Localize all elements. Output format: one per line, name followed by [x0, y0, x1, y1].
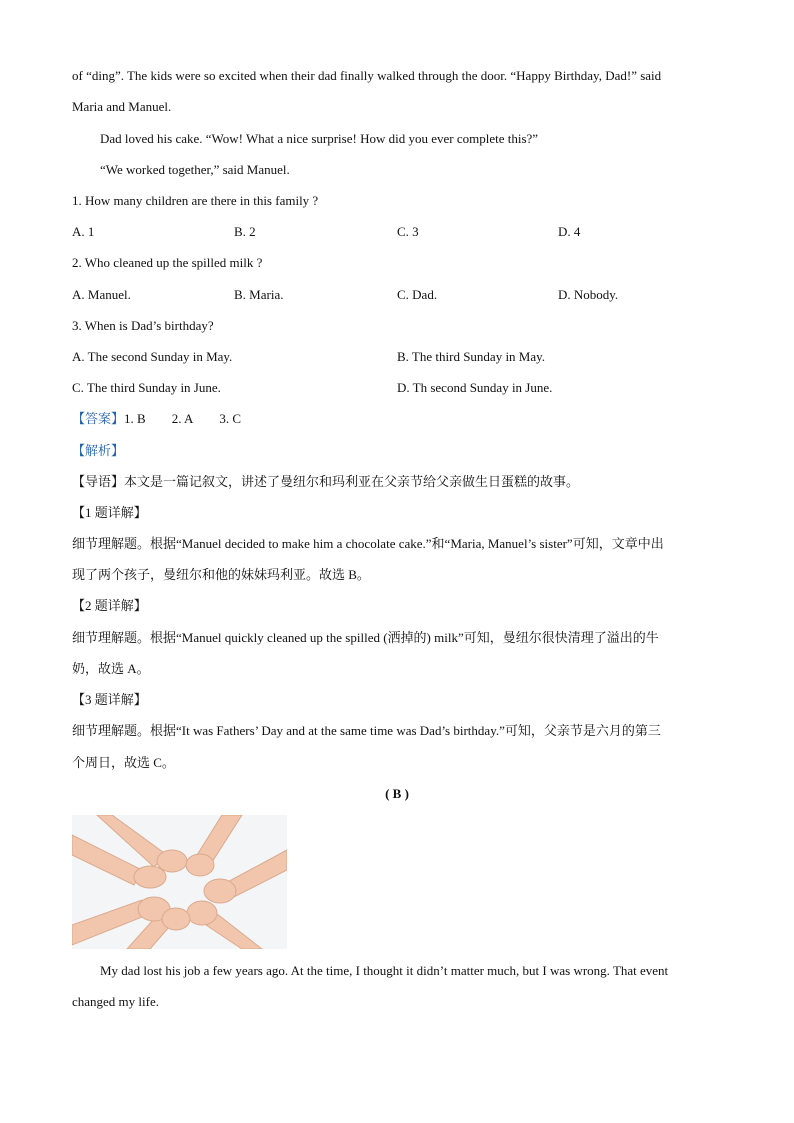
question-option: A. 1	[72, 224, 95, 239]
passage-line: “We worked together,” said Manuel.	[100, 162, 290, 177]
question-option: B. 2	[234, 224, 256, 239]
passage-line: Maria and Manuel.	[72, 99, 172, 114]
section-b-title: ( B )	[385, 786, 409, 801]
question-option: C. 3	[397, 224, 419, 239]
paragraph-line: changed my life.	[72, 994, 159, 1009]
passage-line: of “ding”. The kids were so excited when their dad finally walked through the door. “Happy Birthday, Dad!” said	[72, 68, 662, 83]
q3-detail-text: 个周日，故选 C。	[72, 755, 175, 770]
q3-detail-text: 细节理解题。根据“It was Fathers’ Day and at the same time was Dad’s birthday.”可知，父亲节是六月的第三	[72, 723, 661, 738]
q1-detail-text: 现了两个孩子，曼纽尔和他的妹妹玛利亚。故选 B。	[72, 567, 370, 582]
q2-detail-title: 【2 题详解】	[72, 598, 147, 613]
question-option: B. Maria.	[234, 287, 284, 302]
q2-detail-text: 奶，故选 A。	[72, 661, 150, 676]
answer-1: 1. B	[124, 411, 146, 426]
question-stem: 3. When is Dad’s birthday?	[72, 318, 214, 333]
question-option: C. Dad.	[397, 287, 438, 302]
analysis-label: 【解析】	[72, 443, 125, 458]
question-option: D. 4	[558, 224, 581, 239]
q3-detail-title: 【3 题详解】	[72, 692, 147, 707]
question-option: C. The third Sunday in June.	[72, 380, 221, 395]
answer-2: 2. A	[171, 411, 194, 426]
answer-label: 【答案】	[72, 411, 125, 426]
q1-detail-text: 细节理解题。根据“Manuel decided to make him a chocolate cake.”和“Maria, Manuel’s sister”可知，文章中出	[72, 536, 664, 551]
q2-detail-text: 细节理解题。根据“Manuel quickly cleaned up the spilled (洒掉的) milk”可知，曼纽尔很快清理了溢出的牛	[72, 630, 659, 645]
question-option: A. Manuel.	[72, 287, 131, 302]
answer-3: 3. C	[219, 411, 242, 426]
question-stem: 2. Who cleaned up the spilled milk ?	[72, 255, 263, 270]
hands-circle-photo	[72, 815, 287, 949]
paragraph-line: My dad lost his job a few years ago. At the time, I thought it didn’t matter much, but I was wrong. That event	[100, 963, 669, 978]
question-stem: 1. How many children are there in this family ?	[72, 193, 319, 208]
passage-line: Dad loved his cake. “Wow! What a nice surprise! How did you ever complete this?”	[100, 131, 539, 146]
question-option: D. Th second Sunday in June.	[397, 380, 553, 395]
question-option: A. The second Sunday in May.	[72, 349, 233, 364]
guide-text: 【导语】本文是一篇记叙文，讲述了曼纽尔和玛利亚在父亲节给父亲做生日蛋糕的故事。	[72, 474, 580, 489]
question-option: B. The third Sunday in May.	[397, 349, 546, 364]
question-option: D. Nobody.	[558, 287, 619, 302]
q1-detail-title: 【1 题详解】	[72, 505, 147, 520]
answer-line	[72, 410, 722, 428]
